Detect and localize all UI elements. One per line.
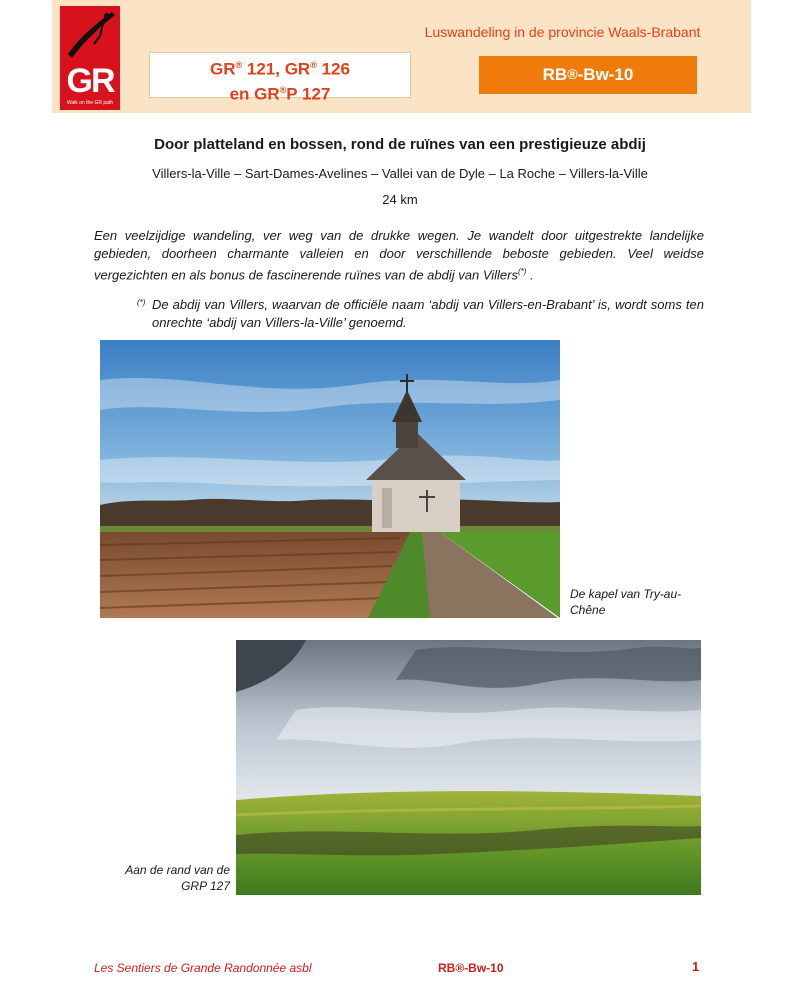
logo-subtext: Walk on the GR path — [66, 100, 114, 106]
gr-routes-box — [149, 52, 411, 104]
footnote-reference: (*) — [517, 267, 527, 276]
footnote-text: De abdij van Villers, waarvan de officiële naam ‘abdij van Villers-en-Brabant’ is, wordt soms ten onrechte ‘abdij van Villers-la-Ville’ genoemd. — [152, 297, 704, 330]
chapel-photo-caption: De kapel van Try-au-Chêne — [570, 587, 682, 617]
gr-routes-line-2: en GR®P 127 — [229, 84, 331, 104]
footer-organisation: Les Sentiers de Grande Randonnée asbl — [94, 961, 312, 975]
field-photo — [236, 640, 701, 895]
page-number: 1 — [692, 959, 700, 974]
route-distance: 24 km — [382, 192, 418, 207]
footer-route-code: RB®-Bw-10 — [438, 961, 504, 975]
page-title: Door platteland en bossen, rond de ruïnes van een prestigieuze abdij — [154, 136, 646, 153]
footnote-mark: (*) — [137, 298, 146, 307]
route-stops: Villers-la-Ville – Sart-Dames-Avelines – Vallei van de Dyle – La Roche – Villers-la-Ville — [152, 166, 648, 181]
chapel-photo — [100, 340, 560, 618]
route-code-badge: RB ® -Bw-10 — [479, 56, 697, 94]
footnote — [137, 296, 704, 332]
field-photo-caption: Aan de rand van de GRP 127 — [125, 863, 230, 893]
region-subtitle: Luswandeling in de provincie Waals-Brabant — [424, 24, 701, 40]
gr-logo — [60, 6, 120, 110]
gr-routes-line-1: GR® 121, GR® 126 — [210, 59, 350, 79]
logo-gr-text: GR — [66, 62, 114, 100]
intro-paragraph: Een veelzijdige wandeling, ver weg van de drukke wegen. Je wandelt door uitgestrekte landelijke gebieden, doorheen charmante valleien en door verschillende beboste gebieden. Veel weidse vergezichten en als bonus de fascinerende ruïnes van de abdij van Villers(*) . — [94, 228, 704, 283]
